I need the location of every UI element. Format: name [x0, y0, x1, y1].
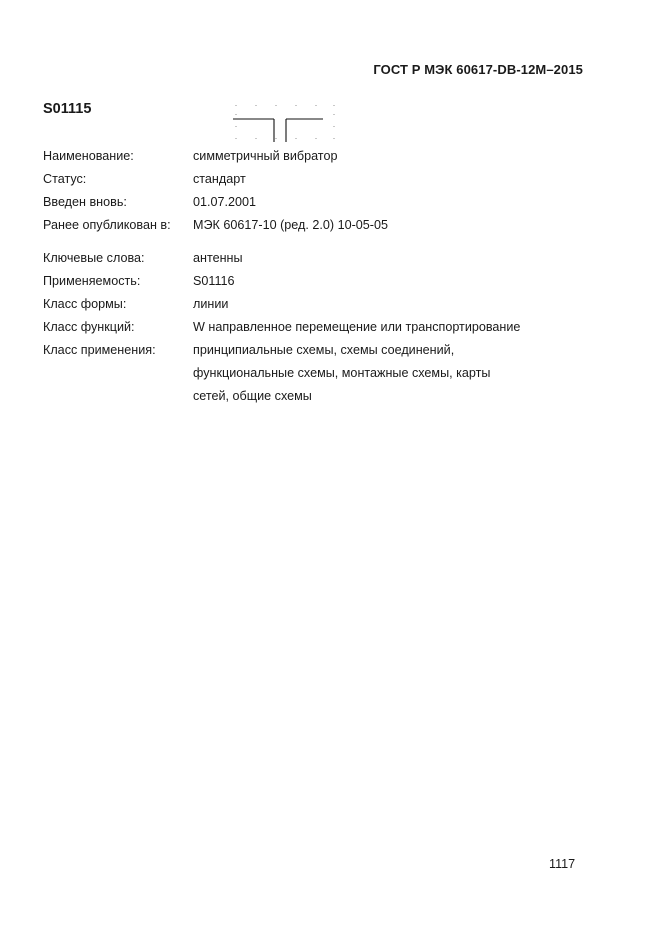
field-introduced-label: Введен вновь: — [43, 195, 127, 209]
symbol-id: S01115 — [43, 101, 92, 117]
field-function-class-label: Класс функций: — [43, 320, 135, 334]
field-keywords-value: антенны — [193, 251, 243, 265]
field-published-value: МЭК 60617-10 (ред. 2.0) 10-05-05 — [193, 218, 388, 232]
field-application-class-label: Класс применения: — [43, 343, 156, 357]
field-applicability-label: Применяемость: — [43, 274, 141, 288]
field-applicability-value: S01116 — [193, 274, 235, 288]
field-form-class-value: линии — [193, 297, 229, 311]
field-form-class-label: Класс формы: — [43, 297, 127, 311]
standard-title: ГОСТ Р МЭК 60617-DB-12M–2015 — [373, 62, 583, 77]
page-number: 1117 — [549, 857, 576, 871]
field-function-class-value: W направленное перемещение или транспортирование — [193, 320, 521, 334]
field-status-label: Статус: — [43, 172, 87, 186]
field-application-class-value-line-2: функциональные схемы, монтажные схемы, карты — [193, 366, 491, 380]
symmetric-dipole-symbol — [225, 100, 340, 144]
grid-dots — [235, 105, 335, 139]
field-name-value: симметричный вибратор — [193, 149, 338, 163]
field-published-label: Ранее опубликован в: — [43, 218, 171, 232]
field-name-label: Наименование: — [43, 149, 134, 163]
field-application-class-value-line-1: принципиальные схемы, схемы соединений, — [193, 343, 455, 357]
field-application-class-value-line-3: сетей, общие схемы — [193, 389, 312, 403]
field-introduced-value: 01.07.2001 — [193, 195, 257, 209]
dipole-lines — [233, 119, 323, 142]
field-keywords-label: Ключевые слова: — [43, 251, 145, 265]
field-status-value: стандарт — [193, 172, 246, 186]
